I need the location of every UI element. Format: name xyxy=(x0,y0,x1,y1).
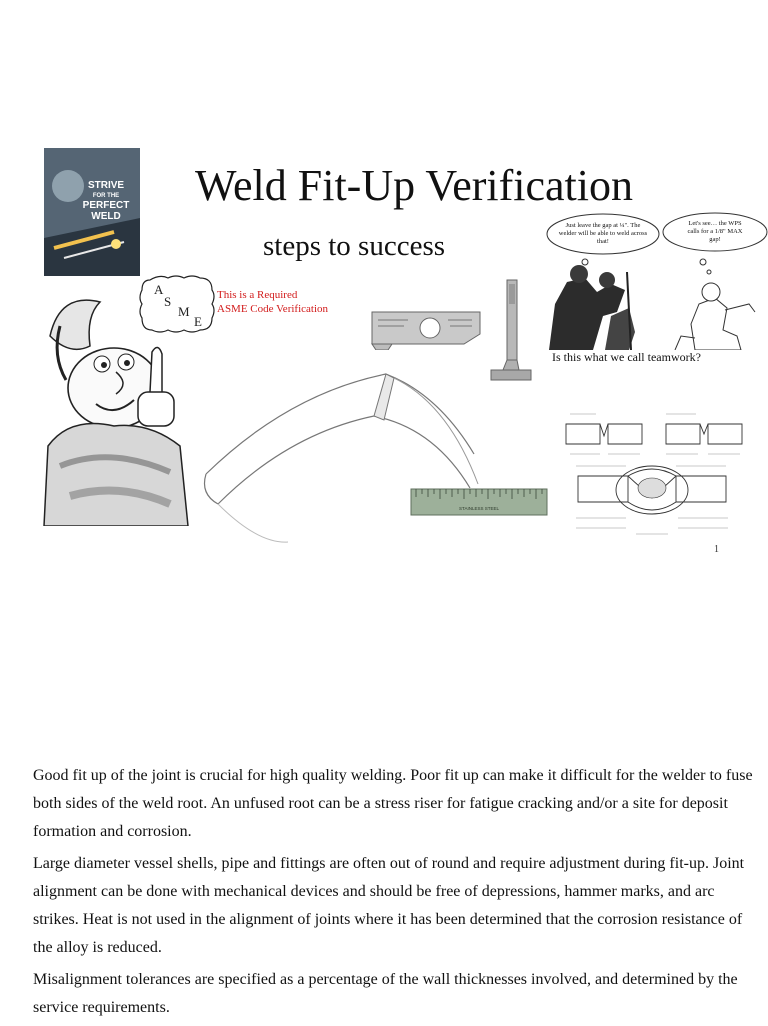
paragraph: Good fit up of the joint is crucial for high quality welding. Poor fit up can make it difficult for the welder to fuse both sides of the weld root. An unfused root can be a stress riser for fatigue cracking and/or a site for deposit formation and corrosion. xyxy=(33,767,753,840)
speech-right-line: Let's see… the WPS xyxy=(688,220,742,227)
asme-note-line: This is a Required xyxy=(217,289,298,301)
speech-left-line: welder will be able to weld across xyxy=(558,230,648,237)
slide-title: Weld Fit-Up Verification xyxy=(195,161,634,210)
asme-letter: S xyxy=(164,294,172,309)
welder-thumbs-up-cartoon xyxy=(30,296,198,526)
teamwork-cartoon xyxy=(545,212,768,350)
speech-left-line: that! xyxy=(597,238,609,245)
hi-lo-gauge-image xyxy=(489,276,533,386)
slide-subtitle: steps to success xyxy=(263,230,446,262)
speech-right-line: gap! xyxy=(709,236,721,243)
page-number: 1 xyxy=(714,544,719,555)
strive-perfect-weld-poster xyxy=(44,148,140,276)
paragraph: Large diameter vessel shells, pipe and fittings are often out of round and require adjustment during fit-up. Joint alignment can be done with mechanical devices and should be free of depressions, hammer marks, and arc strikes. Heat is not used in the alignment of joints where it has been determined that the corrosion resistance of the alloy is reduced. xyxy=(33,855,745,956)
speech-left-line: Just leave the gap at ¼". The xyxy=(565,222,641,229)
poster-line: PERFECT xyxy=(82,200,130,211)
asme-letter: A xyxy=(154,282,164,297)
poster-line: STRIVE xyxy=(87,180,125,191)
asme-letter: E xyxy=(194,314,202,329)
body-text xyxy=(33,762,753,1026)
asme-note-line: ASME Code Verification xyxy=(217,303,329,315)
speech-right-line: calls for a 1/8" MAX xyxy=(687,228,743,235)
asme-note xyxy=(217,288,328,316)
pipe-joint-sketch xyxy=(198,364,480,546)
asme-letter: M xyxy=(178,304,190,319)
weld-joint-nomenclature-diagram xyxy=(556,406,752,544)
poster-line: WELD xyxy=(91,211,121,222)
paragraph: Misalignment tolerances are specified as a percentage of the wall thicknesses involved, and determined by the service requirements. xyxy=(33,971,738,1016)
welding-gauge-image xyxy=(368,306,486,350)
ruler-label: STAINLESS STEEL xyxy=(459,506,499,511)
steel-ruler-image xyxy=(410,488,548,516)
teamwork-caption: Is this what we call teamwork? xyxy=(552,350,701,364)
poster-line: FOR THE xyxy=(92,193,120,199)
